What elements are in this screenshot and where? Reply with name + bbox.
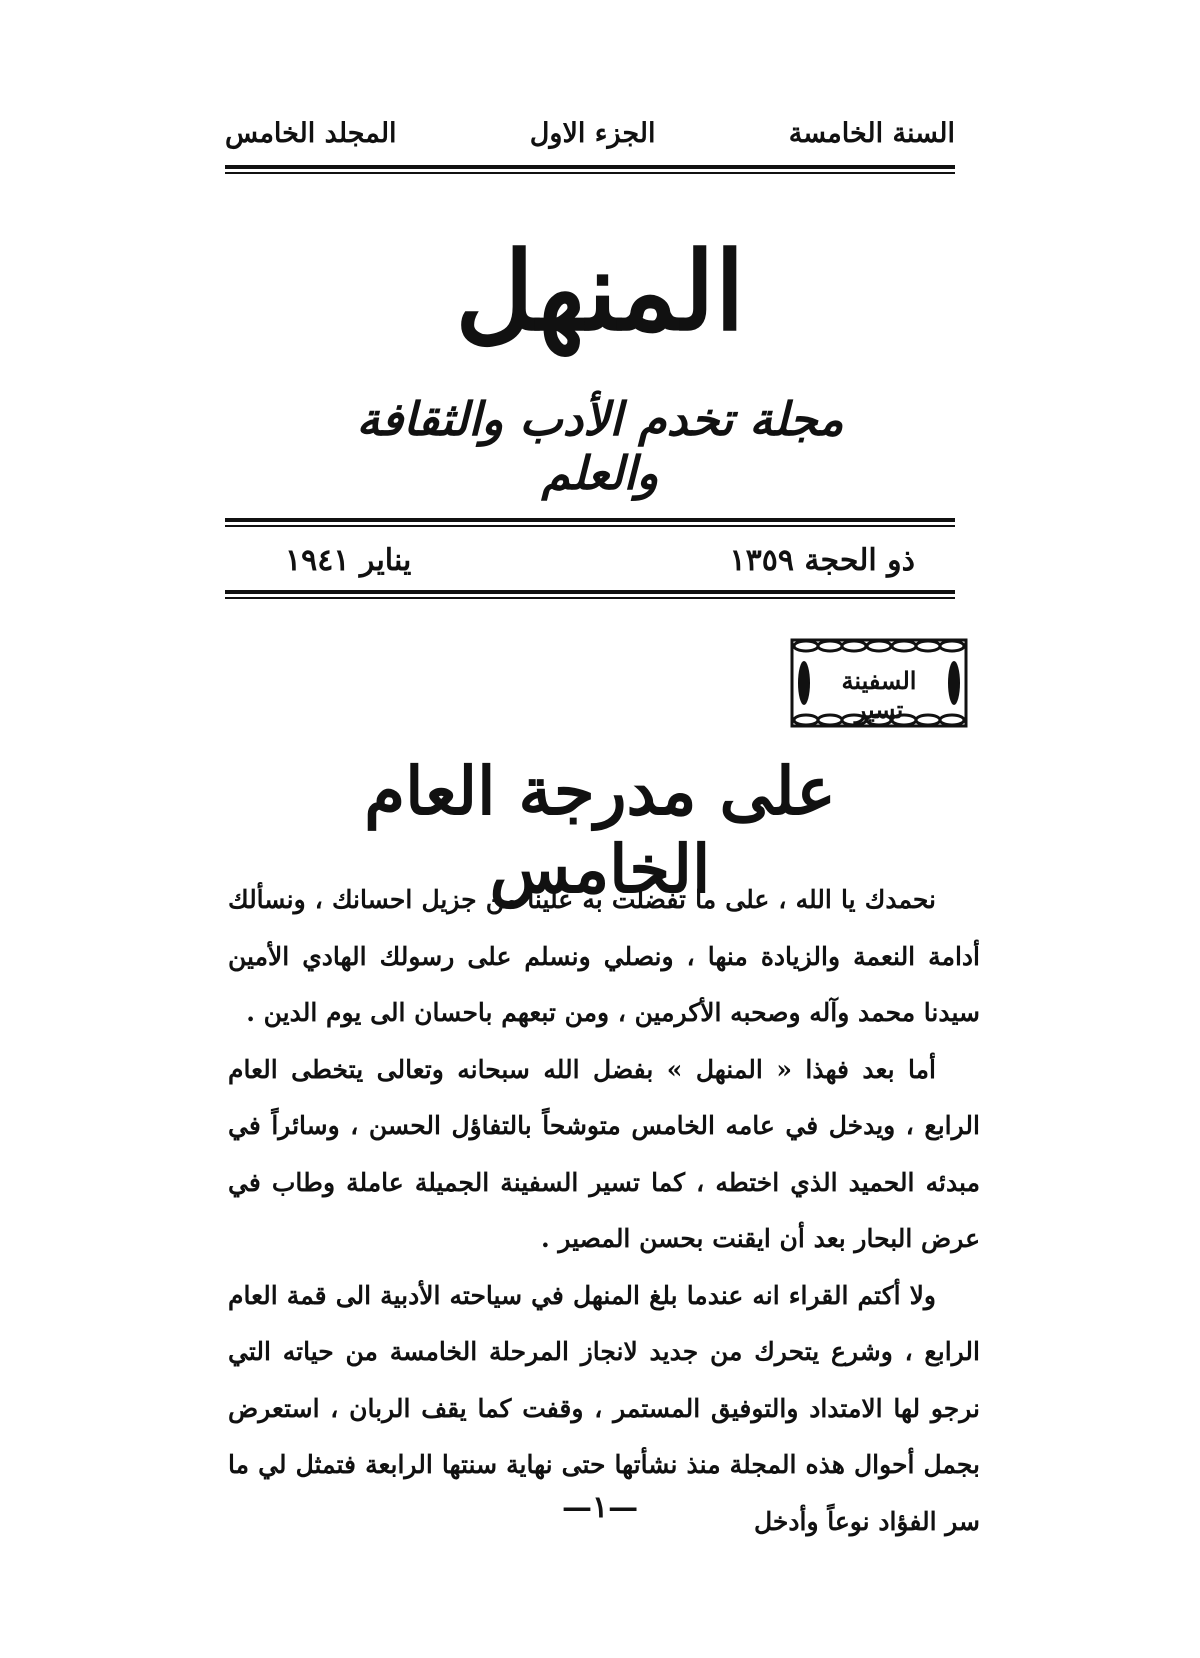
part-label: الجزء الاول	[529, 117, 656, 149]
dates-rule-thin	[225, 597, 955, 599]
page-number: —١—	[561, 1490, 639, 1525]
header-rule-thin	[225, 172, 955, 174]
article-body	[228, 872, 980, 1550]
section-ornament-box	[790, 636, 968, 730]
paragraph: نحمدك يا الله ، على ما تفضلت به علينا من جزيل احسانك ، ونسألك أدامة النعمة والزيادة منها ، ونصلي ونسلم على رسولك الهادي الأمين سيدنا محمد وآله وصحبه الأكرمين ، ومن تبعهم باحسان الى يوم الدين .	[228, 885, 980, 1027]
issue-dates	[285, 540, 915, 580]
paragraph: أما بعد فهذا « المنهل » بفضل الله سبحانه وتعالى يتخطى العام الرابع ، ويدخل في عامه الخامس متوشحاً بالتفاؤل الحسن ، وسائراً في مبدئه الحميد الذي اختطه ، كما تسير السفينة الجميلة عاملة وطاب في عرض البحار بعد أن ايقنت بحسن المصير .	[228, 1054, 980, 1253]
masthead-rule-thick	[225, 518, 955, 522]
section-label: السفينة تسير	[841, 666, 917, 724]
magazine-title: المنهل	[455, 229, 745, 355]
gregorian-date: يناير ١٩٤١	[285, 542, 412, 578]
header-rule-thick	[225, 165, 955, 169]
volume-label: المجلد الخامس	[225, 117, 397, 149]
article-title: على مدرجة العام الخامس	[364, 752, 836, 908]
masthead-rule-thin	[225, 525, 955, 527]
magazine-subtitle: مجلة تخدم الأدب والثقافة والعلم	[356, 392, 844, 500]
dates-rule-thick	[225, 590, 955, 594]
hijri-date: ذو الحجة ١٣٥٩	[729, 542, 915, 578]
year-label: السنة الخامسة	[788, 117, 955, 149]
paragraph: ولا أكتم القراء انه عندما بلغ المنهل في سياحته الأدبية الى قمة العام الرابع ، وشرع يتحرك من جديد لانجاز المرحلة الخامسة من حياته التي نرجو لها الامتداد والتوفيق المستمر ، وقفت كما يقف الربان ، استعرض بجمل أحوال هذه المجلة منذ نشأتها حتى نهاية سنتها الرابعة فتمثل لي ما سر الفؤاد نوعاً وأدخل	[228, 1280, 980, 1536]
issue-header	[225, 108, 955, 158]
